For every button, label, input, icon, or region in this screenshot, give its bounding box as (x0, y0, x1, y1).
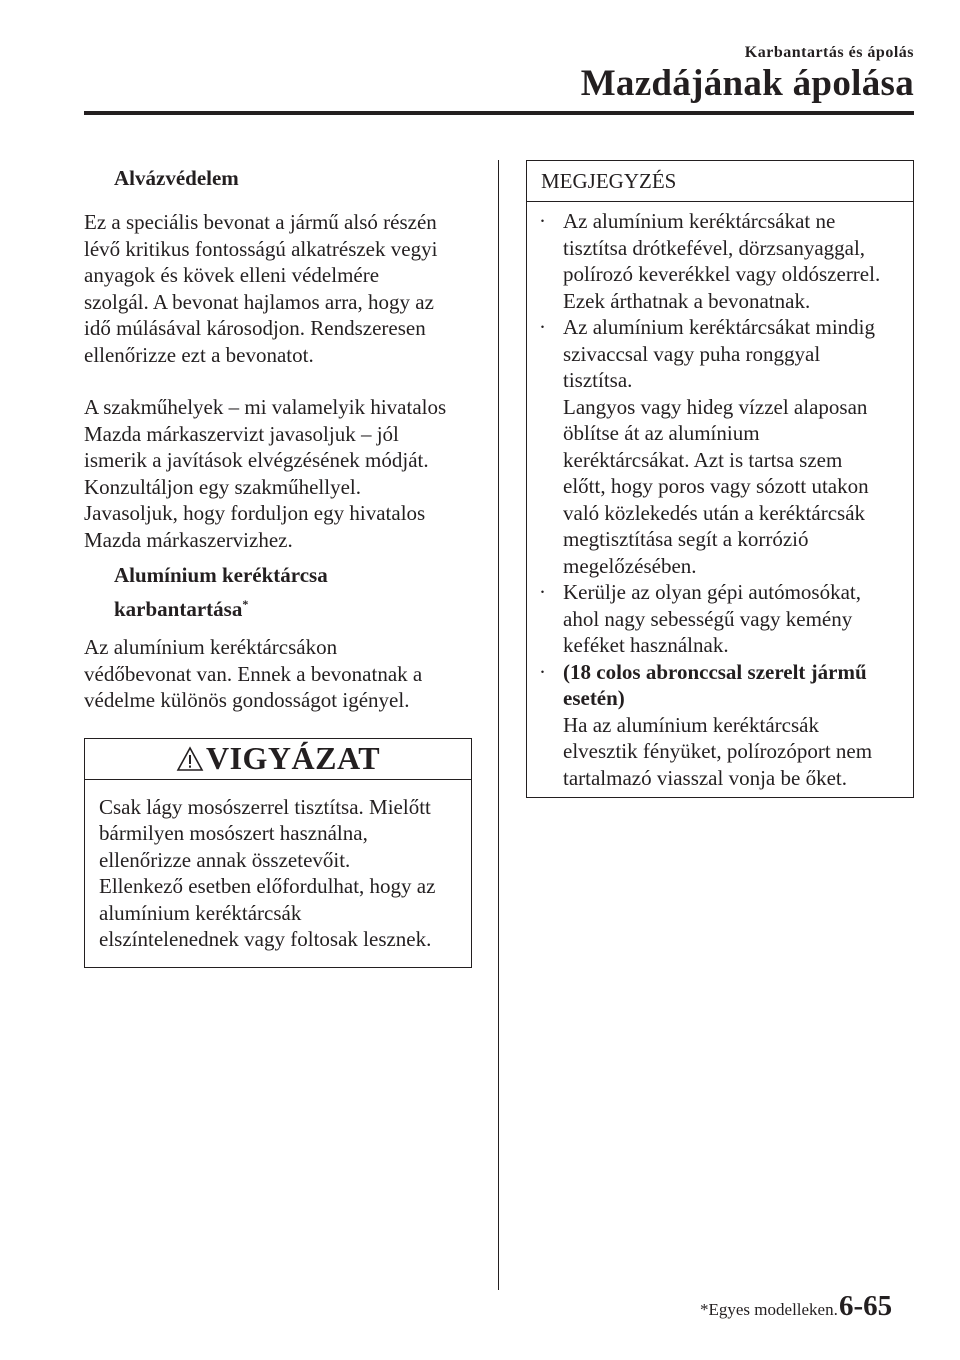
text-line: alumínium keréktárcsák (99, 900, 302, 925)
right-column (526, 160, 914, 798)
text-line: megtisztítása segít a korrózió (563, 527, 809, 551)
note-body (527, 202, 913, 797)
text-line: ellenőrizze annak összetevőit. (99, 847, 351, 872)
text-line: tisztítsa. (563, 368, 633, 392)
text-line: polírozó keverékkel vagy oldószerrel. (563, 262, 881, 286)
note-item (537, 659, 899, 792)
caution-box (84, 738, 472, 968)
bullet: · (539, 315, 546, 339)
text-line: Ezek árthatnak a bevonatnak. (563, 288, 811, 313)
page-title: Mazdájának ápolása (580, 63, 914, 104)
text-line: védőbevonat van. Ennek a bevonatnak a (84, 661, 423, 686)
text-line: elvesztik fényüket, polírozóport nem (563, 739, 873, 763)
note-title: MEGJEGYZÉS (527, 161, 913, 202)
note-item (537, 579, 899, 659)
text-line: Az alumínium keréktárcsákon (84, 635, 338, 659)
caution-header (85, 739, 471, 780)
paragraph-aluminium (84, 634, 472, 714)
left-column (84, 160, 472, 968)
text-line: Az alumínium keréktárcsákat ne (563, 209, 836, 233)
paragraph-workshops (84, 394, 472, 553)
text-line: megelőzésében. (563, 553, 697, 578)
text-line: szivaccsal vagy puha ronggyal (563, 341, 821, 366)
footnote-mark: * (242, 597, 249, 611)
page-number: 6-65 (839, 1290, 893, 1322)
section-title: Karbantartás és ápolás (744, 44, 914, 61)
text-line: lévő kritikus fontosságú alkatrészek vegyi (84, 236, 438, 261)
note-box (526, 160, 914, 798)
text-line: Javasoljuk, hogy forduljon egy hivatalos (84, 501, 426, 525)
text-line: Konzultáljon egy szakműhellyel. (84, 474, 362, 499)
footnote: *Egyes modelleken. (700, 1300, 838, 1319)
text-line: Ez a speciális bevonat a jármű alsó részén (84, 210, 437, 234)
warning-triangle-icon (176, 746, 204, 772)
text-line: Csak lágy mosószerrel tisztítsa. Mielőtt (99, 794, 431, 819)
text-line-bold: esetén) (563, 686, 625, 710)
text-line: elszíntelenednek vagy foltosak lesznek. (99, 927, 432, 951)
caution-title: VIGYÁZAT (205, 740, 381, 776)
text-line: előtt, hogy poros vagy sózott utakon (563, 474, 869, 498)
text-line: Mazda márkaszervizhez. (84, 527, 293, 552)
header-rule (84, 111, 914, 115)
text-line: idő múlásával károsodjon. Rendszeresen (84, 316, 426, 340)
text-line: ellenőrizze ezt a bevonatot. (84, 342, 314, 367)
bullet: · (539, 580, 546, 604)
heading-aluminium-wheel (84, 561, 472, 624)
text-line-bold: (18 colos abronccsal szerelt jármű (563, 659, 867, 684)
text-line: keféket használnak. (563, 633, 729, 657)
text-line: öblítse át az alumínium (563, 421, 760, 445)
note-item (537, 208, 899, 314)
text-line: anyagok és kövek elleni védelmére (84, 263, 380, 287)
bullet: · (539, 659, 546, 684)
text-line: keréktárcsákat. Azt is tartsa szem (563, 447, 843, 472)
text-line: A szakműhelyek – mi valamelyik hivatalos (84, 395, 447, 419)
text-line: tisztítsa drótkefével, dörzsanyaggal, (563, 235, 866, 260)
column-divider (498, 160, 499, 1290)
bullet: · (539, 209, 546, 233)
text-line: Ellenkező esetben előfordulhat, hogy az (99, 874, 436, 898)
text-line: tartalmazó viasszal vonja be őket. (563, 765, 847, 790)
caution-body (85, 780, 471, 967)
heading-line (84, 590, 472, 624)
heading-underbody-protection: Alvázvédelem (114, 166, 239, 190)
text-line: Langyos vagy hideg vízzel alaposan (563, 394, 868, 419)
text-line: bármilyen mosószert használna, (99, 821, 368, 845)
text-line: való közlekedés után a keréktárcsák (563, 500, 866, 525)
heading-line: Alumínium keréktárcsa (114, 563, 328, 587)
text-line: Ha az alumínium keréktárcsák (563, 712, 819, 737)
text-line: ahol nagy sebességű vagy kemény (563, 606, 853, 631)
paragraph-underbody (84, 209, 472, 368)
heading-text: karbantartása (114, 597, 243, 621)
note-item (537, 314, 899, 579)
text-line: ismerik a javítások elvégzésének módját. (84, 448, 429, 472)
text-line: Az alumínium keréktárcsákat mindig (563, 315, 875, 339)
text-line: védelme különös gondosságot igényel. (84, 688, 410, 712)
text-line: Kerülje az olyan gépi autómosókat, (563, 580, 861, 604)
text-line: Mazda márkaszervizt javasoljuk – jól (84, 421, 399, 446)
text-line: szolgál. A bevonat hajlamos arra, hogy az (84, 289, 434, 314)
